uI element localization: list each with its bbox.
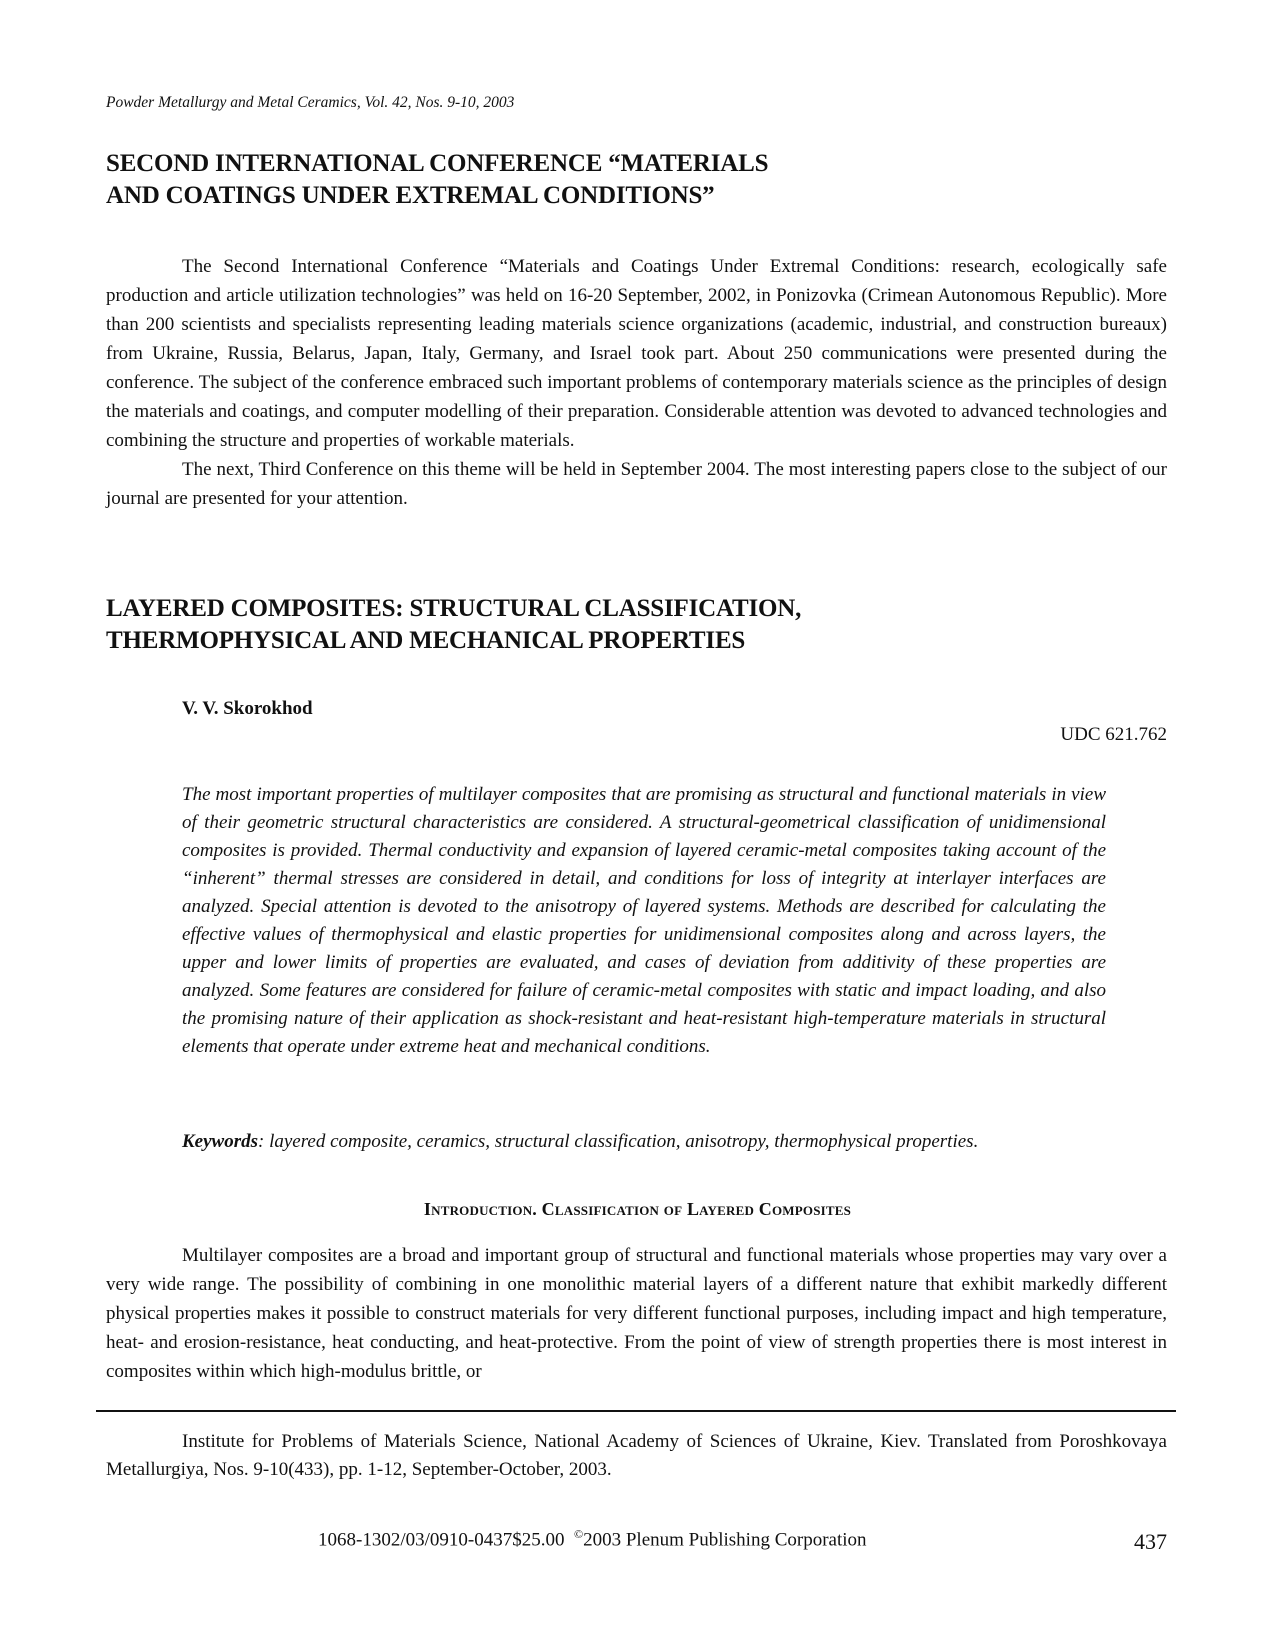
keywords-label: Keywords xyxy=(182,1131,258,1152)
page-number: 437 xyxy=(1134,1529,1167,1554)
copyright-line xyxy=(318,1527,867,1551)
footnote-divider xyxy=(96,1410,1176,1412)
udc-code: UDC 621.762 xyxy=(1060,724,1167,745)
paper-title-line: THERMOPHYSICAL AND MECHANICAL PROPERTIES xyxy=(106,627,746,654)
paragraph: Multilayer composites are a broad and important group of structural and functional materials whose properties may vary over a very wide range. The possibility of combining in one monolithic material layers of a different nature that exhibit markedly different physical properties makes it possible to construct materials for very different functional purposes, including impact and high temperature, heat- and erosion-resistance, heat conducting, and heat-protective. From the point of view of strength properties there is most interest in composites within which high-modulus brittle, or xyxy=(106,1245,1167,1382)
conference-announcement xyxy=(106,252,1167,513)
keywords xyxy=(182,1131,978,1153)
copyright-symbol: © xyxy=(573,1527,584,1541)
article-code: 1068-1302/03/0910-0437$25.00 xyxy=(318,1529,565,1551)
paragraph: The next, Third Conference on this theme will be held in September 2004. The most interesting papers close to the subject of our journal are presented for your attention. xyxy=(106,459,1167,509)
conference-title-line: AND COATINGS UNDER EXTREMAL CONDITIONS” xyxy=(106,182,715,209)
paper-title-line: LAYERED COMPOSITES: STRUCTURAL CLASSIFICATION, xyxy=(106,595,802,622)
keywords-list: : layered composite, ceramics, structural classification, anisotropy, thermophysical properties. xyxy=(258,1131,979,1152)
footnote xyxy=(106,1428,1167,1484)
copyright-text: 2003 Plenum Publishing Corporation xyxy=(583,1529,867,1551)
author: V. V. Skorokhod xyxy=(182,698,313,719)
paragraph: The Second International Conference “Materials and Coatings Under Extremal Conditions: research, ecologically safe production and article utilization technologies” was held on 16-20 September, 2002, in Ponizovka (Crimean Autonomous Republic). More than 200 scientists and specialists representing leading materials science organizations (academic, industrial, and construction bureaux) from Ukraine, Russia, Belarus, Japan, Italy, Germany, and Israel took part. About 250 communications were presented during the conference. The subject of the conference embraced such important problems of contemporary materials science as the principles of design the materials and coatings, and computer modelling of their preparation. Considerable attention was devoted to advanced technologies and combining the structure and properties of workable materials. xyxy=(106,256,1167,451)
paper-title xyxy=(106,593,801,657)
journal-citation: Powder Metallurgy and Metal Ceramics, Vol. 42, Nos. 9-10, 2003 xyxy=(106,94,515,111)
conference-title-line: SECOND INTERNATIONAL CONFERENCE “MATERIALS xyxy=(106,150,769,177)
conference-title xyxy=(106,148,768,212)
footnote-text: Institute for Problems of Materials Science, National Academy of Sciences of Ukraine, Kiev. Translated from Poroshkovaya Metallurgiya, Nos. 9-10(433), pp. 1-12, September-October, 2003. xyxy=(106,1431,1167,1480)
section-heading: Introduction. Classification of Layered Composites xyxy=(423,1199,852,1219)
section-body xyxy=(106,1241,1167,1386)
abstract: The most important properties of multilayer composites that are promising as structural and functional materials in view of their geometric structural characteristics are considered. A structural-geometrical classification of unidimensional composites is provided. Thermal conductivity and expansion of layered ceramic-metal composites taking account of the “inherent” thermal stresses are considered in detail, and conditions for loss of integrity at interlayer interfaces are analyzed. Special attention is devoted to the anisotropy of layered systems. Methods are described for calculating the effective values of thermophysical and elastic properties for unidimensional composites along and across layers, the upper and lower limits of properties are evaluated, and cases of deviation from additivity of these properties are analyzed. Some features are considered for failure of ceramic-metal composites with static and impact loading, and also the promising nature of their application as shock-resistant and heat-resistant high-temperature materials in structural elements that operate under extreme heat and mechanical conditions. xyxy=(182,784,1106,1057)
